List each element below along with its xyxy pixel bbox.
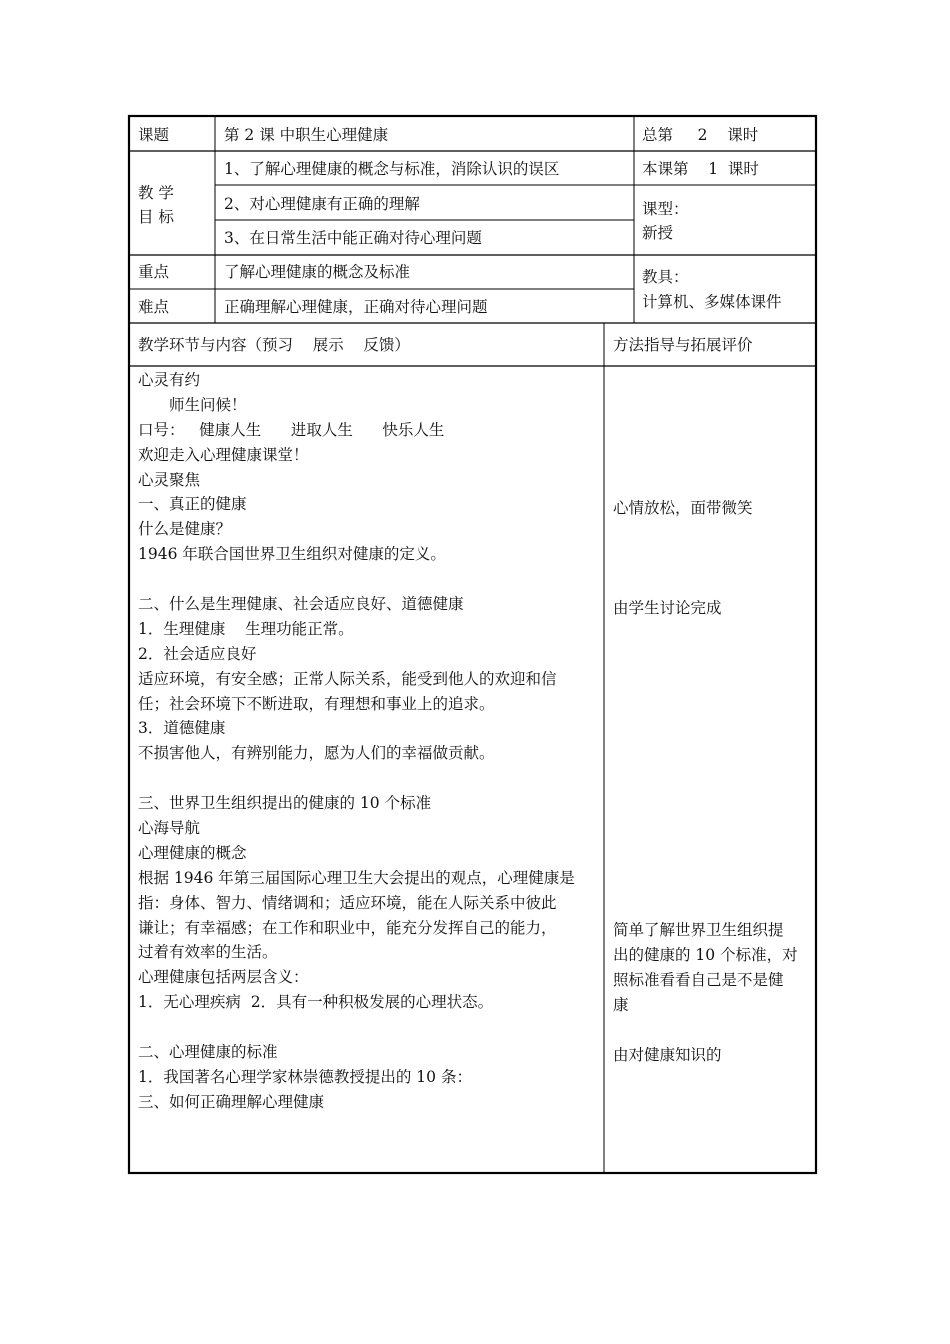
key-value: 了解心理健康的概念及标准 bbox=[224, 263, 411, 281]
difficulty-value: 正确理解心理健康，正确对待心理问题 bbox=[224, 298, 488, 316]
content-line: 一、真正的健康 bbox=[138, 495, 247, 514]
note-standards-line: 照标准看看自己是不是健 bbox=[613, 970, 784, 989]
content-line: 师生问候！ bbox=[169, 395, 247, 414]
lesson-type-label: 课型： bbox=[642, 200, 689, 218]
goal-1: 1、了解心理健康的概念与标准，消除认识的误区 bbox=[224, 160, 560, 178]
content-line: 口号： 健康人生 进取人生 快乐人生 bbox=[138, 420, 445, 439]
content-line: 不损害他人，有辨别能力，愿为人们的幸福做贡献。 bbox=[138, 744, 495, 763]
content-line: 心海导航 bbox=[138, 819, 201, 838]
content-line: 心灵聚焦 bbox=[138, 470, 201, 489]
note-standards-line: 康 bbox=[613, 995, 629, 1014]
content-line bbox=[138, 1015, 600, 1040]
goals-label: 教 学 目 标 bbox=[138, 184, 174, 226]
content-line: 二、什么是生理健康、社会适应良好、道德健康 bbox=[138, 595, 464, 614]
content-body bbox=[138, 368, 600, 1115]
topic-value: 第 2 课 中职生心理健康 bbox=[224, 126, 389, 144]
content-line: 1．生理健康 生理功能正常。 bbox=[138, 619, 354, 638]
content-line: 心理健康的概念 bbox=[138, 843, 247, 862]
content-line: 三、如何正确理解心理健康 bbox=[138, 1092, 325, 1111]
note-relax: 心情放松，面带微笑 bbox=[613, 499, 753, 517]
key-label: 重点 bbox=[138, 263, 170, 281]
content-line: 1．我国著名心理学家林崇德教授提出的 10 条： bbox=[138, 1067, 472, 1086]
topic-label: 课题 bbox=[138, 126, 170, 144]
content-line: 1946 年联合国世界卫生组织对健康的定义。 bbox=[138, 545, 446, 564]
note-knowledge: 由对健康知识的 bbox=[613, 1046, 722, 1064]
content-line: 过着有效率的生活。 bbox=[138, 943, 278, 962]
content-line: 二、心理健康的标准 bbox=[138, 1043, 278, 1062]
content-line: 任；社会环境下不断进取，有理想和事业上的追求。 bbox=[138, 694, 495, 713]
content-line bbox=[138, 766, 600, 791]
tools-value: 计算机、多媒体课件 bbox=[642, 293, 782, 311]
content-line: 欢迎走入心理健康课堂！ bbox=[138, 445, 309, 464]
content-line: 什么是健康？ bbox=[138, 520, 232, 539]
content-line: 1．无心理疾病 2．具有一种积极发展的心理状态。 bbox=[138, 993, 494, 1012]
note-standards-line: 简单了解世界卫生组织提 bbox=[613, 921, 784, 939]
content-line: 适应环境，有安全感；正常人际关系，能受到他人的欢迎和信 bbox=[138, 669, 557, 688]
goal-2: 2、对心理健康有正确的理解 bbox=[224, 195, 420, 213]
right-column-header: 方法指导与拓展评价 bbox=[613, 336, 753, 354]
lesson-type-value: 新授 bbox=[642, 224, 674, 242]
content-line: 心理健康包括两层含义： bbox=[138, 968, 309, 987]
tools-label: 教具： bbox=[642, 268, 689, 286]
note-discussion: 由学生讨论完成 bbox=[613, 599, 722, 617]
this-lesson: 本课第 1 课时 bbox=[642, 160, 759, 178]
difficulty-label: 难点 bbox=[138, 298, 170, 316]
note-standards-line: 出的健康的 10 个标准，对 bbox=[613, 945, 798, 964]
content-line: 三、世界卫生组织提出的健康的 10 个标准 bbox=[138, 794, 432, 813]
content-line: 心灵有约 bbox=[138, 371, 201, 389]
total-lesson: 总第 2 课时 bbox=[642, 126, 759, 144]
content-line: 2．社会适应良好 bbox=[138, 644, 257, 663]
content-line: 根据 1946 年第三届国际心理卫生大会提出的观点，心理健康是 bbox=[138, 868, 575, 887]
goal-3: 3、在日常生活中能正确对待心理问题 bbox=[224, 229, 482, 247]
content-line: 指：身体、智力、情绪调和；适应环境，能在人际关系中彼此 bbox=[138, 893, 557, 912]
note-standards bbox=[613, 918, 813, 1018]
left-column-header: 教学环节与内容（预习 展示 反馈） bbox=[138, 336, 410, 354]
content-line: 3．道德健康 bbox=[138, 719, 226, 738]
content-line: 谦让；有幸福感；在工作和职业中，能充分发挥自己的能力， bbox=[138, 918, 557, 937]
content-line bbox=[138, 567, 600, 592]
